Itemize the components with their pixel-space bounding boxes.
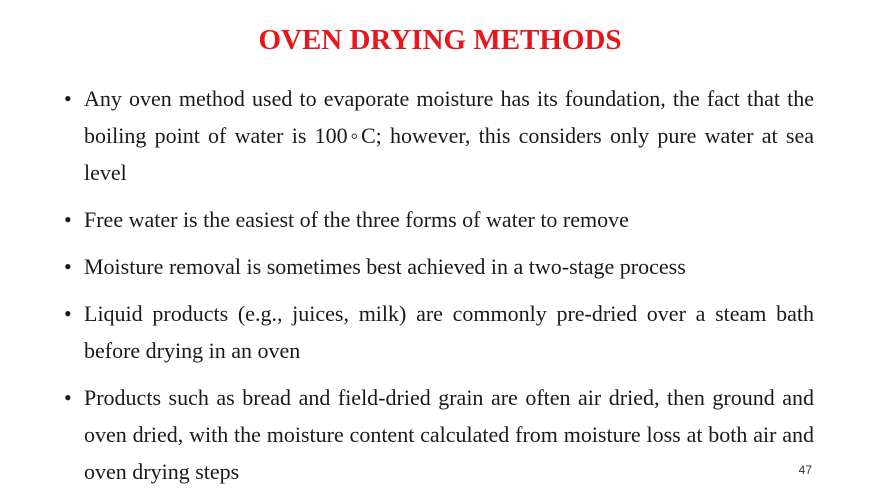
bullet-text: Products such as bread and field-dried grain are often air dried, then ground and oven dried, with the moisture content calculated from moisture loss at both air and oven drying steps: [84, 385, 814, 484]
bullet-marker: •: [64, 385, 72, 410]
bullet-item: [64, 379, 814, 490]
bullet-text: Liquid products (e.g., juices, milk) are commonly pre-dried over a steam bath before drying in an oven: [84, 301, 814, 363]
bullet-item: [64, 80, 814, 191]
bullet-marker: •: [64, 301, 72, 326]
bullet-item: [64, 248, 814, 285]
bullet-text: Free water is the easiest of the three forms of water to remove: [84, 207, 629, 232]
slide-title: OVEN DRYING METHODS: [258, 24, 622, 56]
bullet-marker: •: [64, 207, 72, 232]
bullet-list: [64, 80, 814, 500]
bullet-marker: •: [64, 86, 72, 111]
bullet-text: Any oven method used to evaporate moisture has its foundation, the fact that the boiling point of water is 100◦C; however, this considers only pure water at sea level: [84, 86, 814, 185]
bullet-item: [64, 295, 814, 369]
bullet-item: [64, 201, 814, 238]
page-number: 47: [798, 463, 812, 477]
bullet-text: Moisture removal is sometimes best achieved in a two-stage process: [84, 254, 686, 279]
bullet-marker: •: [64, 254, 72, 279]
